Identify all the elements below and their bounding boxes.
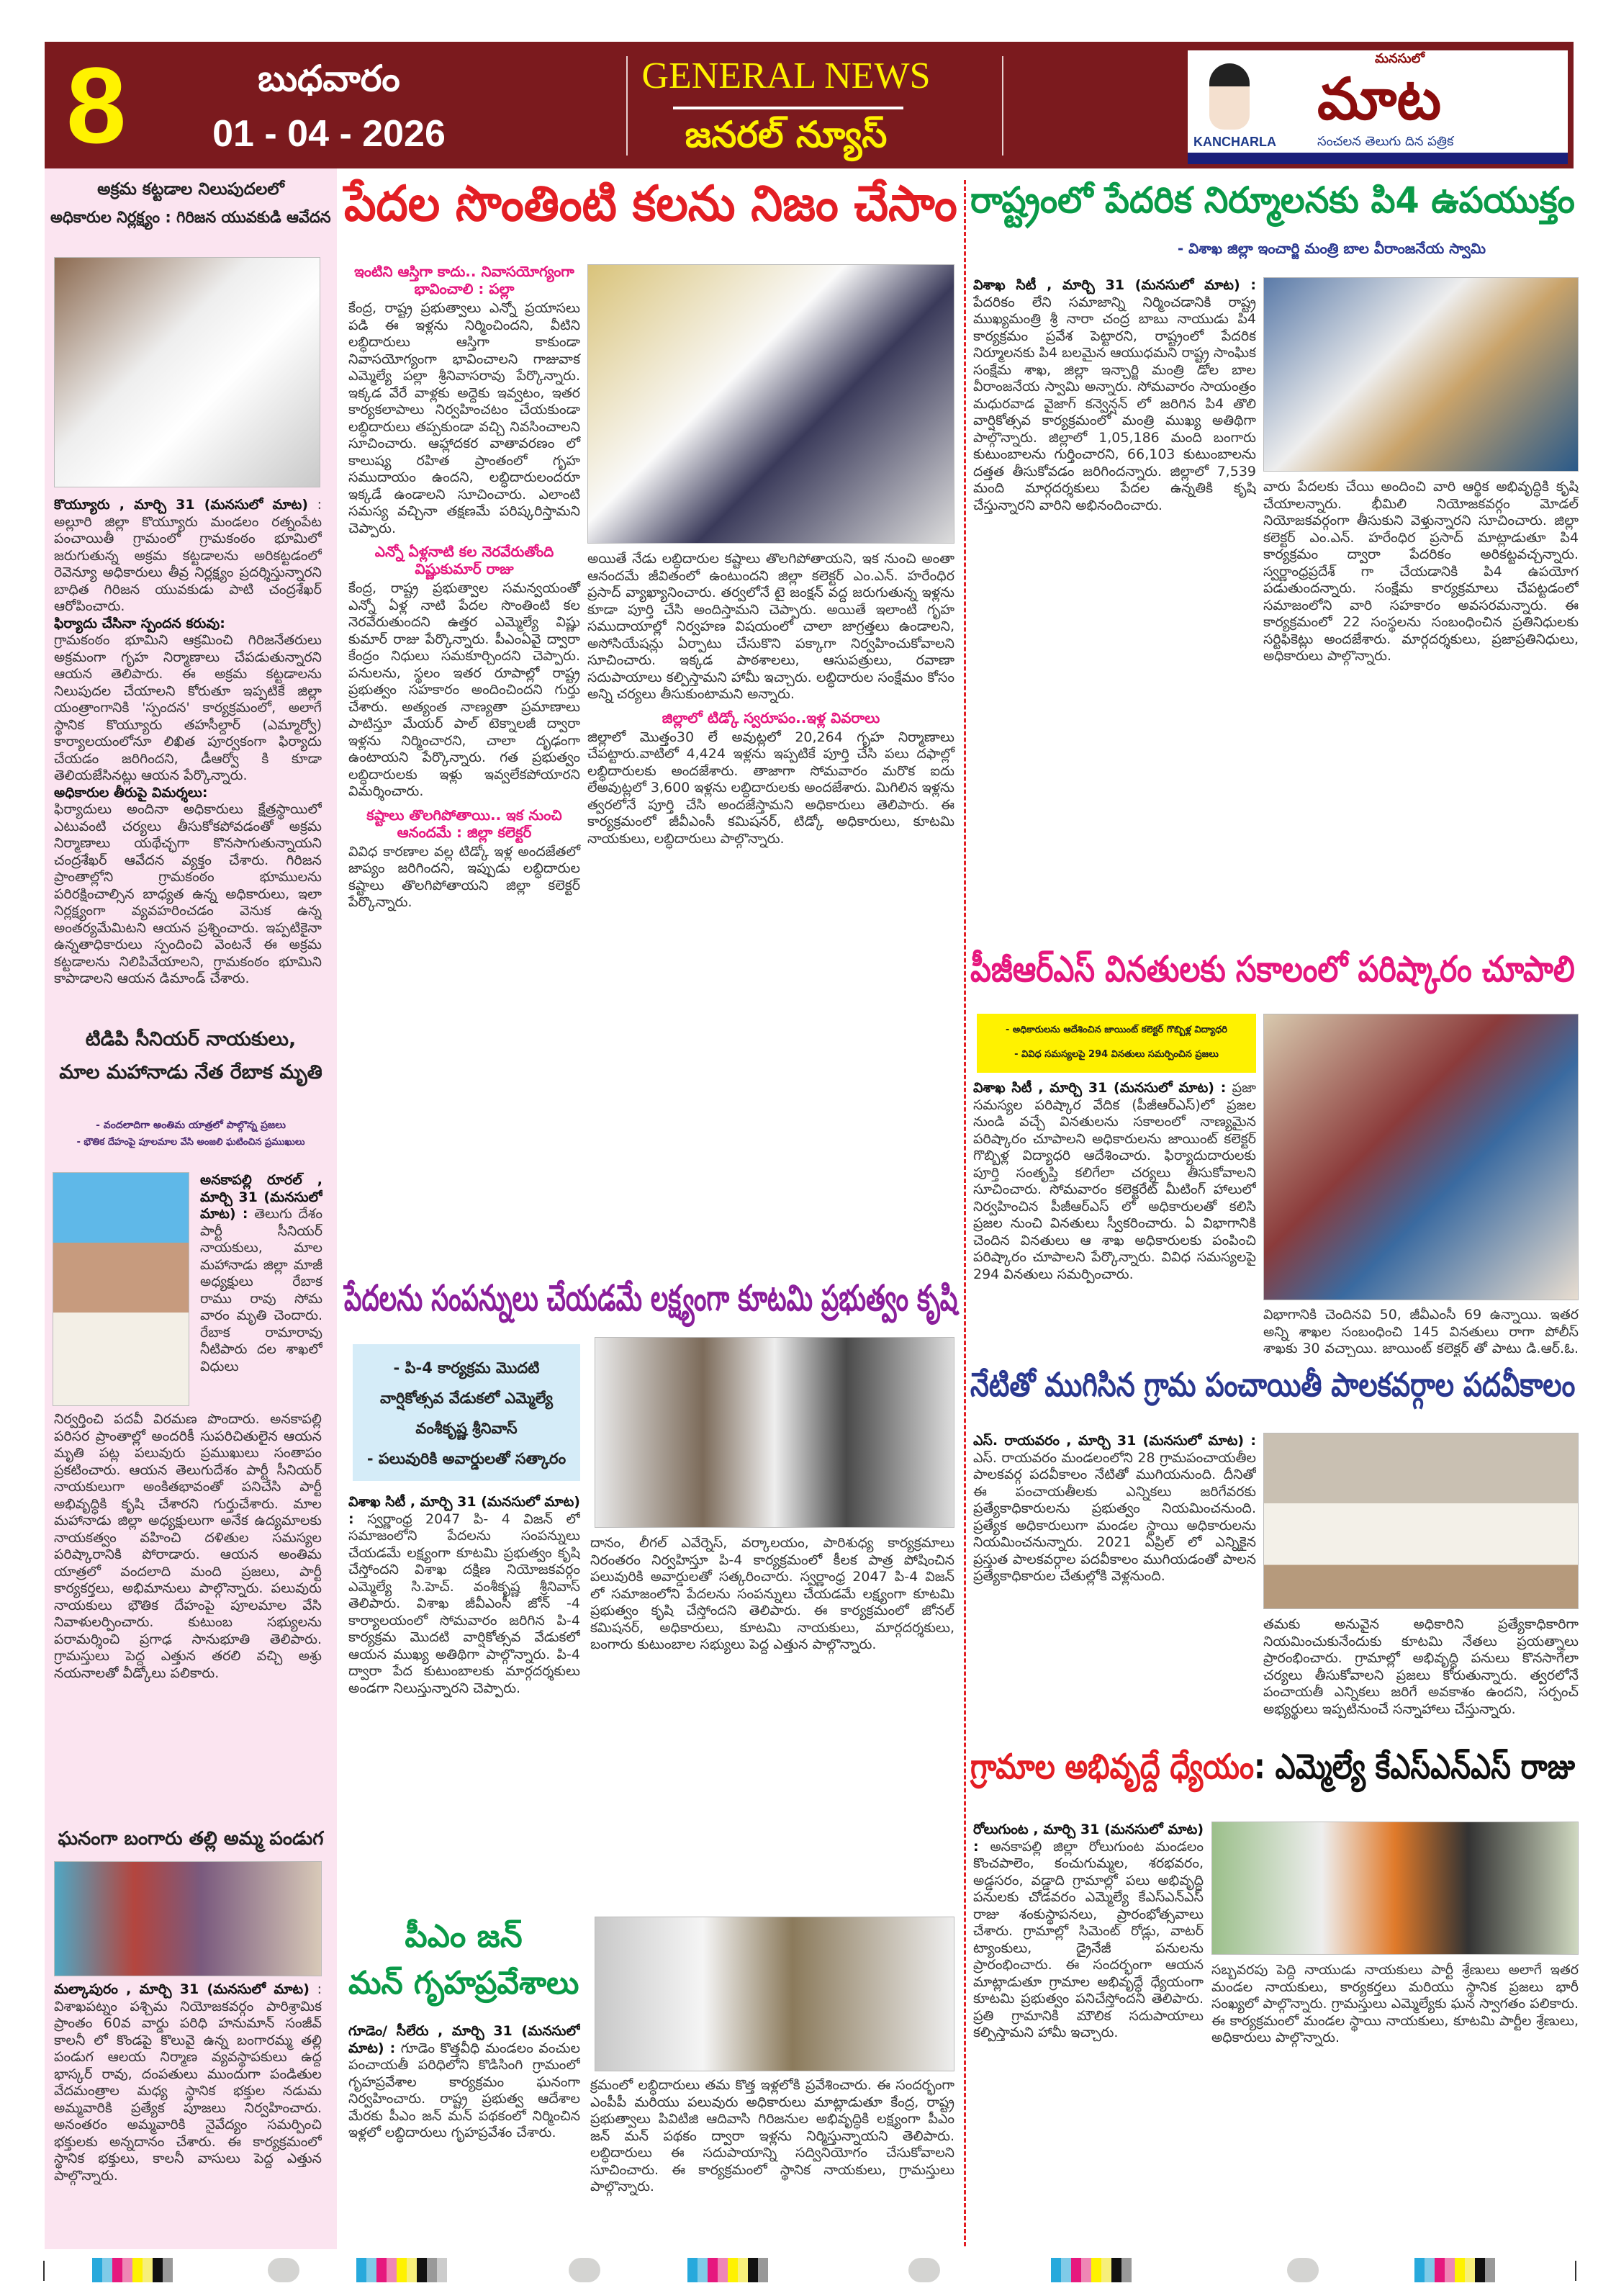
headline: అక్రమ కట్టడాల నిలుపుదలలో <box>97 180 284 199</box>
logo-main-text: మాట <box>1317 66 1442 132</box>
subheading: అధికారుల తీరుపై విమర్శలు: <box>54 784 208 801</box>
article-body: వివిధ కారణాల వల్ల టిడ్కో ఇళ్ల అందజేతలో జాప్యం జరిగిందని, ఇప్పుడు లబ్ధిదారుల కష్టాలు తొలగిపోతాయని జిల్లా కలెక్టర్ పేర్కొన్నారు. <box>348 843 580 910</box>
headline: పేదల సొంతింటి కలను నిజం చేసాం <box>344 176 957 233</box>
article-body: అయితే నేడు లబ్ధిదారుల కష్టాలు తొలగిపోతాయని, ఇక నుంచి అంతా ఆనందమే జీవితంలో ఉంటుందని జిల్లా కలెక్టర్ ఎం.ఎన్. హరేంధిర ప్రసాద్ వ్యాఖ్యానించారు. తర్వలోనే టై జంక్షన్ వద్ద జరుగుతున్న ఇళ్లను కూడా పూర్తి చేసి అందిస్తామని చెప్పారు. అయితే ఇలాంటి గృహ సముదాయాల్లో నిర్వహణ విషయంలో చాలా జాగ్రత్తలు ఉండాలని, అసోసియేషన్లు ఏర్పాటు చేసుకొని పక్కాగా నిర్వహించుకోవాలని సూచించారు. ఇక్కడ పాఠశాలలు, ఆసుపత్రులు, రవాణా సదుపాయాలు కల్పిస్తామని హామీ ఇచ్చారు. లబ్ధిదారుల సంక్షేమం కోసం అన్ని చర్యలు తీసుకుంటామని అన్నారు. <box>587 551 954 702</box>
color-bar <box>92 2258 173 2282</box>
article-column <box>348 263 580 911</box>
subheading: ఎన్నో ఏళ్లనాటి కల నెరవేరుతోంది విష్ణుకుమార్ రాజు <box>374 543 554 577</box>
highlight: - పలువురికి అవార్డులతో సత్కారం <box>366 1450 566 1467</box>
news-photo <box>54 257 320 487</box>
headline: ఘనంగా బంగారు తల్లి అమ్మ పండుగ <box>58 1828 324 1850</box>
color-bar <box>1051 2258 1132 2282</box>
color-bar <box>356 2258 447 2282</box>
article-body: స్వర్ణాంధ్ర 2047 పి- 4 విజన్ లో సమాజంలోని పేదలను సంపన్నులు చేయడమే లక్ష్యంగా కూటమి ప్రభుత్వం కృషి చేస్తోందని విశాఖ దక్షిణ నియోజకవర్గం ఎమ్మెల్యే సి.హెచ్. వంశీకృష్ణ శ్రీనివాస్ తెలిపారు. విశాఖ జీవీఎంసీ జోన్ -4 కార్యాలయంలో సోమవారం జరిగిన పి-4 కార్యక్రమ మొదటి వార్షికోత్సవ వేడుకలో ఆయన ముఖ్య అతిథిగా పాల్గొన్నారు. పి-4 ద్వారా పేద కుటుంబాలకు మార్గదర్శకులు అండగా నిలుస్తున్నారని చెప్పారు. <box>348 1511 580 1696</box>
highlight: వార్షికోత్సవ వేడుకలో ఎమ్మెల్యే <box>380 1390 553 1407</box>
article-body: నిర్వర్తించి పదవీ విరమణ పొందారు. అనకాపల్లి పరిసర ప్రాంతాల్లో అందరికీ సుపరిచితులైన ఆయన మృతి పట్ల పలువురు ప్రముఖులు సంతాపం ప్రకటించారు. ఆయన తెలుగుదేశం పార్టీ సీనియర్ నాయకులుగా అంకితభావంతో పనిచేసి పార్టీ అభివృద్ధికి కృషి చేశారని గుర్తుచేశారు. మాల మహానాడు జిల్లా అధ్యక్షులుగా అనేక ఉద్యమాలకు నాయకత్వం వహించి దళితుల సమస్యల పరిష్కారానికి పోరాడారు. ఆయన అంతిమ యాత్రలో వందలాది మంది ప్రజలు, పార్టీ కార్యకర్తలు, అభిమానులు పాల్గొన్నారు. పలువురు నాయకులు భౌతిక దేహంపై పూలమాల వేసి నివాళులర్పించారు. కుటుంబ సభ్యులను పరామర్శించి ప్రగాఢ సానుభూతి తెలిపారు. గ్రామస్తులు పెద్ద ఎత్తున తరలి వచ్చి అశ్రు నయనాలతో వీడ్కోలు పలికారు. <box>54 1411 322 1681</box>
subheading: - భౌతిక దేహంపై పూలమాల వేసి అంజలి ఘటించిన ప్రముఖులు <box>76 1137 305 1148</box>
headline: పీఎం జన్ <box>405 1918 523 1955</box>
article-body: : విశాఖపట్నం పశ్చిమ నియోజకవర్గం పారిశ్రామిక ప్రాంతం 60వ వార్డు పరిధి హనుమాన్ సంజీవ్ కాలనీ లో కొండపై కొలువై ఉన్న బంగారమ్మ తల్లి పండుగ ఆలయ నిర్మాణ వ్యవస్థాపకులు ఉద్ద భాస్కర్ రావు, దంపతులు ముందుగా పండితుల వేదమంత్రాల మధ్య స్థానిక భక్తుల నడుమ అమ్మవారికి ప్రత్యేక పూజలు నిర్వహించారు. అనంతరం అమ్మవారికి నైవేద్యం సమర్పించి భక్తులకు అన్నదానం చేశారు. ఈ కార్యక్రమంలో స్థానిక భక్తులు, కాలనీ వాసులు పెద్ద ఎత్తున పాల్గొన్నారు. <box>54 1981 322 2184</box>
article-body: కేంద్ర, రాష్ట్ర ప్రభుత్వాలు ఎన్నో ప్రయాసలు పడి ఈ ఇళ్లను నిర్మించిందని, వీటిని లబ్ధిదారులు ఆస్తిగా కాకుండా నివాసయోగ్యంగా భావించాలని గాజువాక ఎమ్మెల్యే పల్లా శ్రీనివాసరావు పేర్కొన్నారు. ఇక్కడ వేరే వాళ్లకు అద్దెకు ఇవ్వటం, ఇతర కార్యకలాపాలు నిర్వహించటం చేయకుండా లబ్ధిదారులు తప్పకుండా వచ్చి నివసించాలని సూచించారు. ఆహ్లాదకర వాతావరణం లో కాలుష్య రహిత ప్రాంతంలో గృహ సముదాయం ఉందని, లబ్ధిదారులందరూ ఇక్కడే ఉండాలని సూచించారు. ఎలాంటి సమస్య వచ్చినా తక్షణమే పరిష్కరిస్తామని చెప్పారు. <box>348 300 580 536</box>
color-bar <box>687 2258 768 2282</box>
headline: పీజీఆర్ఎస్ వినతులకు సకాలంలో పరిష్కారం చూపాలి <box>970 948 1575 990</box>
divider <box>1002 56 1003 156</box>
registration-mark-icon <box>1575 2261 1576 2281</box>
dateline: కొయ్యూరు , మార్చి 31 (మనసులో మాట) <box>54 497 308 513</box>
dateline: అనకాపల్లి రూరల్ , మార్చి 31 (మనసులో మాట) : <box>200 1172 322 1222</box>
founder-portrait-icon <box>1209 63 1250 130</box>
article-body: కేంద్ర, రాష్ట్ర ప్రభుత్వాల సమన్వయంతో ఎన్నో ఏళ్ల నాటి పేదల సొంతింటి కల నెరవేరుతుందని ఉత్తర ఎమ్మెల్యే విష్ణు కుమార్ రాజు పేర్కొన్నారు. పీఎంఏవై ద్వారా కేంద్రం నిధులు సమకూర్చిందని చెప్పారు. పనులను, స్థలం ఇతర రూపాల్లో రాష్ట్ర ప్రభుత్వం సహకారం అందించిందని గుర్తు చేశారు. అత్యంత నాణ్యతా ప్రమాణాలు పాటిస్తూ మేయర్ పాల్ టెక్నాలజీ ద్వారా ఇళ్లను నిర్మించారని, చాలా దృఢంగా ఉంటాయని పేర్కొన్నారు. గత ప్రభుత్వం లబ్ధిదారులకు ఇళ్లు ఇవ్వలేకపోయారని విమర్శించారు. <box>348 580 580 799</box>
highlights-box <box>353 1344 580 1481</box>
dateline: విశాఖ సిటీ , మార్చి 31 (మనసులో మాట) : <box>973 1080 1227 1096</box>
article-body: అనకాపల్లి జిల్లా రోలుగుంట మండలం కొంచపాలెం, కంచుగుమ్మల, శరభవరం, అడ్డసరం, వడ్డాది గ్రామాల్లో పలు అభివృద్ధి పనులకు చోడవరం ఎమ్మెల్యే కేఎస్ఎన్ఎస్ రాజు శంకుస్థాపనలు, ప్రారంభోత్సవాలు చేశారు. గ్రామాల్లో సిమెంట్ రోడ్లు, వాటర్ ట్యాంకులు, డ్రైనేజీ పనులను ప్రారంభించారు. ఈ సందర్భంగా ఆయన మాట్లాడుతూ గ్రామాల అభివృద్ధే ధ్యేయంగా కూటమి ప్రభుత్వం పనిచేస్తోందని తెలిపారు. ప్రతి గ్రామానికి మౌలిక సదుపాయాలు కల్పిస్తామని హామీ ఇచ్చారు. <box>973 1838 1204 2040</box>
news-photo <box>54 1861 322 1976</box>
panchayat-office-photo <box>1263 1433 1579 1609</box>
news-photo <box>595 1917 954 2071</box>
article-body: ప్రజా సమస్యల పరిష్కార వేదిక (పీజీఆర్ఎస్)లో ప్రజల నుండి వచ్చే వినతులను సకాలంలో నాణ్యమైన పరిష్కారం చూపాలని అధికారులను జాయింట్ కలెక్టర్ గొబ్బిళ్ల విద్యాధరి ఆదేశించారు. ఫిర్యాదుదారులకు పూర్తి సంతృప్తి కలిగేలా చర్యలు తీసుకోవాలని సూచించారు. సోమవారం కలెక్టరేట్ మీటింగ్ హాలులో నిర్వహించిన పీజీఆర్ఎస్ లో అధికారులతో కలిసి ప్రజల నుంచి వినతులు స్వీకరించారు. ఏ విభాగానికి చెందిన వినతులు ఆ శాఖ అధికారులకు పంపించి పరిష్కారం చూపాలని పేర్కొన్నారు. వివిధ సమస్యలపై 294 వినతులు సమర్పించారు. <box>973 1080 1256 1282</box>
weekday: బుధవారం <box>258 58 400 99</box>
section-title-te: జనరల్ న్యూస్ <box>685 114 888 156</box>
headline: పేదలను సంపన్నులు చేయడమే లక్ష్యంగా కూటమి ప్రభుత్వం కృషి <box>344 1277 958 1319</box>
dateline: విశాఖ సిటీ , మార్చి 31 (మనసులో మాట) : <box>348 1494 580 1527</box>
portrait-photo <box>53 1172 189 1406</box>
gray-patch <box>569 2258 600 2282</box>
headline: టిడిపి సీనియర్ నాయకులు, <box>85 1028 297 1050</box>
subheading: ఇంటిని ఆస్తిగా కాదు.. నివాసయోగ్యంగా భావించాలి : పల్లా <box>354 263 574 297</box>
article-body: విభాగానికి చెందినవి 50, జీవీఎంసీ 69 ఉన్నాయి. ఇతర అన్ని శాఖల సంబంధించి 145 వినతులు రాగా పోలీస్ శాఖకు 30 వచ్చాయి. జాయింట్ కలెక్టర్ తో పాటు డి.ఆర్.ఓ. <box>1263 1307 1579 1356</box>
logo-tagline: సంచలన తెలుగు దిన పత్రిక <box>1317 134 1454 149</box>
headline: రాష్ట్రంలో పేదరిక నిర్మూలనకు పి4 ఉపయుక్తం <box>970 179 1575 221</box>
article-body: తెలుగు దేశం పార్టీ సీనియర్ నాయకులు, మాల మహానాడు జిల్లా మాజీ అధ్యక్షులు రేబాక రాము రావు సోమ వారం మృతి చెందారు. రేబాక రామారావు నీటిపారు దల శాఖలో విధులు <box>200 1206 322 1374</box>
gray-patch <box>1287 2258 1319 2282</box>
headline: : ఎమ్మెల్యే కేఎస్ఎన్ఎస్ రాజు <box>1254 1747 1575 1787</box>
dateline: రోలుగుంట , మార్చి 31 (మనసులో మాట) : <box>973 1822 1204 1855</box>
article-body: ఎస్. రాయవరం మండలంలోని 28 గ్రామపంచాయతీల పాలకవర్గ పదవీకాలం నేటితో ముగియనుంది. దీనితో ఈ పంచాయతీలకు ఎన్నికలు జరిగేవరకు ప్రత్యేకాధికారులను ప్రభుత్వం నియమించనుంది. ప్రత్యేక అధికారులుగా మండల స్థాయి అధికారులను నియమించనున్నారు. 2021 ఏప్రిల్ లో ఎన్నికైన ప్రస్తుత పాలకవర్గాల పదవీకాలం ముగియడంతో పాలన ప్రత్యేకాధికారుల చేతుల్లోకి వెళ్లనుంది. <box>973 1449 1256 1584</box>
dateline: గూడెం/ సీలేరు , మార్చి 31 (మనసులో మాట) : <box>348 2023 580 2056</box>
section-title-en: GENERAL NEWS <box>641 55 931 96</box>
article-column <box>587 551 954 847</box>
headline: మాల మహానాడు నేత రేబాక మృతి <box>59 1061 322 1084</box>
issue-date: 01 - 04 - 2026 <box>212 113 446 155</box>
subheading: జిల్లాలో టిడ్కో స్వరూపం..ఇళ్ల వివరాలు <box>662 708 880 726</box>
dateline: విశాఖ సిటీ , మార్చి 31 (మనసులో మాట) : <box>973 277 1256 293</box>
article-body: తమకు అనువైన అధికారిని ప్రత్యేకాధికారిగా నియమించుకునేందుకు కూటమి నేతలు ప్రయత్నాలు ప్రారంభించారు. గ్రామాల్లో అభివృద్ధి పనులు కొనసాగేలా చర్యలు తీసుకోవాలని ప్రజలు కోరుతున్నారు. త్వరలోనే పంచాయతీ ఎన్నికలు జరిగే అవకాశం ఉందని, సర్పంచ్ అభ్యర్థులు ఇప్పటినుంచే సన్నాహాలు చేస్తున్నారు. <box>1263 1616 1579 1717</box>
subheading: ఫిర్యాదు చేసినా స్పందన కరువు: <box>54 615 225 631</box>
column-divider <box>964 180 966 2246</box>
gray-patch <box>908 2258 940 2282</box>
color-bar <box>1414 2258 1495 2282</box>
article-body: : అల్లూరి జిల్లా కొయ్యూరు మండలం రత్నంపేట పంచాయితీ గ్రామంలో గ్రామకంఠం భూమిలో జరుగుతున్న అక్రమ కట్టడాలను అరికట్టడంలో రెవెన్యూ అధికారులు తీవ్ర నిర్లక్ష్యం ప్రదర్శిస్తున్నారని బాధిత గిరిజన యువకుడు పాటి చంద్రశేఖర్ ఆరోపించారు. <box>54 497 322 614</box>
headline: మన్ గృహప్రవేశాలు <box>348 1965 579 2002</box>
article-body: గూడెం కొత్తవీధి మండలం వంచుల పంచాయతీ పరిధిలోని కొడిసింగి గ్రామంలో గృహప్రవేశాల కార్యక్రమం ఘనంగా నిర్వహించారు. రాష్ట్ర ప్రభుత్వ ఆదేశాల మేరకు పీఎం జన్ మన్ పథకంలో నిర్మించిన ఇళ్లలో లబ్ధిదారులు గృహప్రవేశం చేశారు. <box>348 2040 580 2140</box>
article-body: దానం, లీగల్ ఎవేర్నెస్, వర్కాలయం, పారిశుధ్య కార్యక్రమాలు నిరంతరం నిర్వహిస్తూ పి-4 కార్యక్రమంలో కీలక పాత్ర పోషించిన పలువురికి అవార్డులతో సత్కరించారు. స్వర్ణాంధ్ర 2047 పి-4 విజన్ లో సమాజంలోని పేదలను సంపన్నులు చేయడమే లక్ష్యంగా కూటమి ప్రభుత్వం కృషి చేస్తోందని తెలిపారు. ఈ కార్యక్రమంలో జోనల్ కమిషనర్, అధికారులు, కూటమి నాయకులు, మార్గదర్శకులు, బంగారు కుటుంబాల సభ్యులు పెద్ద ఎత్తున పాల్గొన్నారు. <box>590 1535 954 1652</box>
logo-small-text: మనసులో <box>1375 51 1425 66</box>
article-body: జిల్లాలో మొత్తం30 లే అవుట్లలో 20,264 గృహ నిర్మాణాలు చేపట్టారు.వాటిలో 4,424 ఇళ్లను ఇప్పటికే పూర్తి చేసి పలు దఫాల్లో లబ్ధిదారులకు అందజేశారు. తాజాగా సోమవారం మరొక ఐదు లేఅవుట్లలో 3,600 ఇళ్లను లబ్ధిదారులకు అందజేశారు. మిగిలిన ఇళ్లను త్వరలోనే పూర్తి చేసి అందజేస్తామని అధికారులు తెలిపారు. ఈ కార్యక్రమంలో జీవీఎంసీ కమిషనర్, టిడ్కో అధికారులు, కూటమి నాయకులు, లబ్ధిదారులు పాల్గొన్నారు. <box>587 729 954 847</box>
article-body: క్రమంలో లబ్ధిదారులు తమ కొత్త ఇళ్లలోకి ప్రవేశించారు. ఈ సందర్భంగా ఎంపీపీ మరియు పలువురు అధికారులు మాట్లాడుతూ కేంద్ర, రాష్ట్ర ప్రభుత్వాలు పివిటిజి ఆదివాసి గిరిజనుల అభివృద్ధికి లక్ష్యంగా పీఎం జన్ మన్ పథకం ద్వారా ఇళ్లను నిర్మిస్తున్నాయని తెలిపారు. లబ్ధిదారులు ఈ సదుపాయాన్ని సద్వినియోగం చేసుకోవాలని సూచించారు. ఈ కార్యక్రమంలో స్థానిక నాయకులు, గ్రామస్తులు పాల్గొన్నారు. <box>590 2077 954 2194</box>
article-body: సబ్బవరపు పెద్ది నాయుడు నాయకులు పార్టీ శ్రేణులు అలాగే ఇతర మండల నాయకులు, కార్యకర్తలు మరియు స్థానిక ప్రజలు భారీ సంఖ్యలో పాల్గొన్నారు. గ్రామస్తులు ఎమ్మెల్యేకు ఘన స్వాగతం పలికారు. ఈ కార్యక్రమంలో మండల స్థాయి నాయకులు, కూటమి పార్టీల శ్రేణులు, అధికారులు పాల్గొన్నారు. <box>1211 1962 1579 2045</box>
news-photo <box>587 264 954 544</box>
dateline: మల్కాపురం , మార్చి 31 (మనసులో మాట) <box>54 1981 310 1997</box>
highlight: - పి-4 కార్యక్రమ మొదటి <box>393 1359 540 1377</box>
article-body: ఫిర్యాదులు అందినా అధికారులు క్షేత్రస్థాయిలో ఎటువంటి చర్యలు తీసుకోకపోవడంతో అక్రమ నిర్మాణాలు యథేచ్ఛగా కొనసాగుతున్నాయని చంద్రశేఖర్ ఆవేదన వ్యక్తం చేశారు. గిరిజన ప్రాంతాల్లోని గ్రామకంఠం భూములను పరిరక్షించాల్సిన బాధ్యత ఉన్న అధికారులు, ఇలా నిర్లక్ష్యంగా వ్యవహరించడం వెనుక ఉన్న అంతర్యమేమిటని ఆయన ప్రశ్నించారు. ఇప్పటికైనా ఉన్నతాధికారులు స్పందించి వెంటనే ఈ అక్రమ కట్టడాలను నిలిపివేయాలని, గ్రామకంఠం భూమిని కాపాడాలని ఆయన డిమాండ్ చేశారు. <box>54 801 322 986</box>
highlight: వంశీకృష్ణ శ్రీనివాస్ <box>415 1420 518 1437</box>
newspaper-logo <box>1188 50 1568 164</box>
news-photo <box>1211 1822 1579 1955</box>
gray-patch <box>268 2258 299 2282</box>
news-photo <box>595 1337 954 1528</box>
headline: నేటితో ముగిసిన గ్రామ పంచాయితీ పాలకవర్గాల పదవీకాలం <box>970 1365 1576 1404</box>
headline: గ్రామాల అభివృద్దే ధ్యేయం <box>970 1747 1255 1787</box>
subheading: కష్టాలు తొలగిపోతాయి.. ఇక నుంచి ఆనందమే : జిల్లా కలెక్టర్ <box>366 806 562 841</box>
masthead <box>45 42 1574 168</box>
article-body: పేదరికం లేని సమాజాన్ని నిర్మించడానికి రాష్ట్ర ముఖ్యమంత్రి శ్రీ నారా చంద్ర బాబు నాయుడు పి4 కార్యక్రమం ప్రవేశ పెట్టారని, రాష్ట్రంలో పేదరిక నిర్మూలనకు పి4 బలమైన ఆయుధమని రాష్ట్ర సాంఘిక సంక్షేమ శాఖ, జిల్లా ఇన్చార్జి మంత్రి డోల బాల వీరాంజనేయ స్వామి అన్నారు. సోమవారం సాయంత్రం మధురవాడ వైజాగ్ కన్వెన్షన్ లో జరిగిన పి4 తొలి వార్షికోత్సవ కార్యక్రమంలో మంత్రి ముఖ్య అతిథిగా పాల్గొన్నారు. జిల్లాలో 1,05,186 మంది బంగారు కుటుంబాలను గుర్తించారని, 66,103 కుటుంబాలను దత్తత తీసుకోవడం జరిగిందన్నారు. జిల్లాలో 7,539 మంది మార్గదర్శకులు పేదల ఉన్నతికి కృషి చేస్తున్నారని వారిని అభినందించారు. <box>973 294 1256 513</box>
highlight: - వివిధ సమస్యలపై 294 వినతులు సమర్పించిన ప్రజలు <box>1014 1049 1219 1060</box>
dateline: ఎస్. రాయవరం , మార్చి 31 (మనసులో మాట) : <box>973 1433 1256 1449</box>
logo-bar <box>1188 153 1568 164</box>
highlight: - అధికారులను ఆదేశించిన జాయింట్ కలెక్టర్ గొబ్బిళ్ల విద్యాధరి <box>1005 1025 1228 1035</box>
highlights-box <box>977 1014 1256 1073</box>
article-body: గ్రామకంఠం భూమిని ఆక్రమించి గిరిజనేతరులు అక్రమంగా గృహ నిర్మాణాలు చేపడుతున్నారని ఆయన తెలిపారు. ఈ అక్రమ కట్టడాలను నిలుపుదల చేయాలని కోరుతూ ఇప్పటికే జిల్లా యంత్రాంగానికి 'స్పందన' కార్యక్రమంలో, అలాగే స్థానిక కొయ్యూరు తహసీల్దార్ (ఎమ్మార్వో) కార్యాలయంలోనూ లిఖిత పూర్వకంగా ఫిర్యాదు చేయడం జరిగిందని, డీఆర్వో కి కూడా తెలియజేసినట్లు ఆయన పేర్కొన్నారు. <box>54 632 322 783</box>
news-photo <box>1263 1014 1579 1300</box>
registration-mark-icon <box>43 2261 45 2281</box>
headline: అధికారుల నిర్లక్ష్యం : గిరిజన యువకుడి ఆవేదన <box>50 209 331 227</box>
subheading: - విశాఖ జిల్లా ఇంచార్జి మంత్రి బాల వీరాంజనేయ స్వామి <box>1177 240 1486 257</box>
page-number: 8 <box>66 45 127 166</box>
logo-kancharla: KANCHARLA <box>1193 135 1276 149</box>
divider <box>673 107 903 109</box>
article-body: వారు పేదలకు చేయి అందించి వారి ఆర్థిక అభివృద్ధికి కృషి చేయాలన్నారు. భీమిలి నియోజకవర్గం మోడల్ నియోజకవర్గంగా తీసుకుని వెళ్తున్నారని సూచించారు. జిల్లా కలెక్టర్ ఎం.ఎన్. హరేంధిర ప్రసాద్ మాట్లాడుతూ పి4 కార్యక్రమం ద్వారా పేదరికం అరికట్టవచ్చన్నారు. స్వర్ణాంధ్రప్రదేశ్ గా చేయడానికి పి4 ఉపయోగ పడుతుందన్నారు. సంక్షేమ కార్యక్రమాలు చేపట్టడంలో సమాజంలోని వారి సహకారం అవసరమన్నారు. ఈ కార్యక్రమంలో 22 సంస్థలను సంబంధించిన ప్రతినిధులకు సర్టిఫికెట్లు అందజేశారు. మార్గదర్శకులు, ప్రజాప్రతినిధులు, అధికారులు పాల్గొన్నారు. <box>1263 479 1579 664</box>
subheading: - వందలాదిగా అంతిమ యాత్రలో పాల్గొన్న ప్రజలు <box>96 1120 286 1131</box>
news-photo <box>1263 277 1579 472</box>
